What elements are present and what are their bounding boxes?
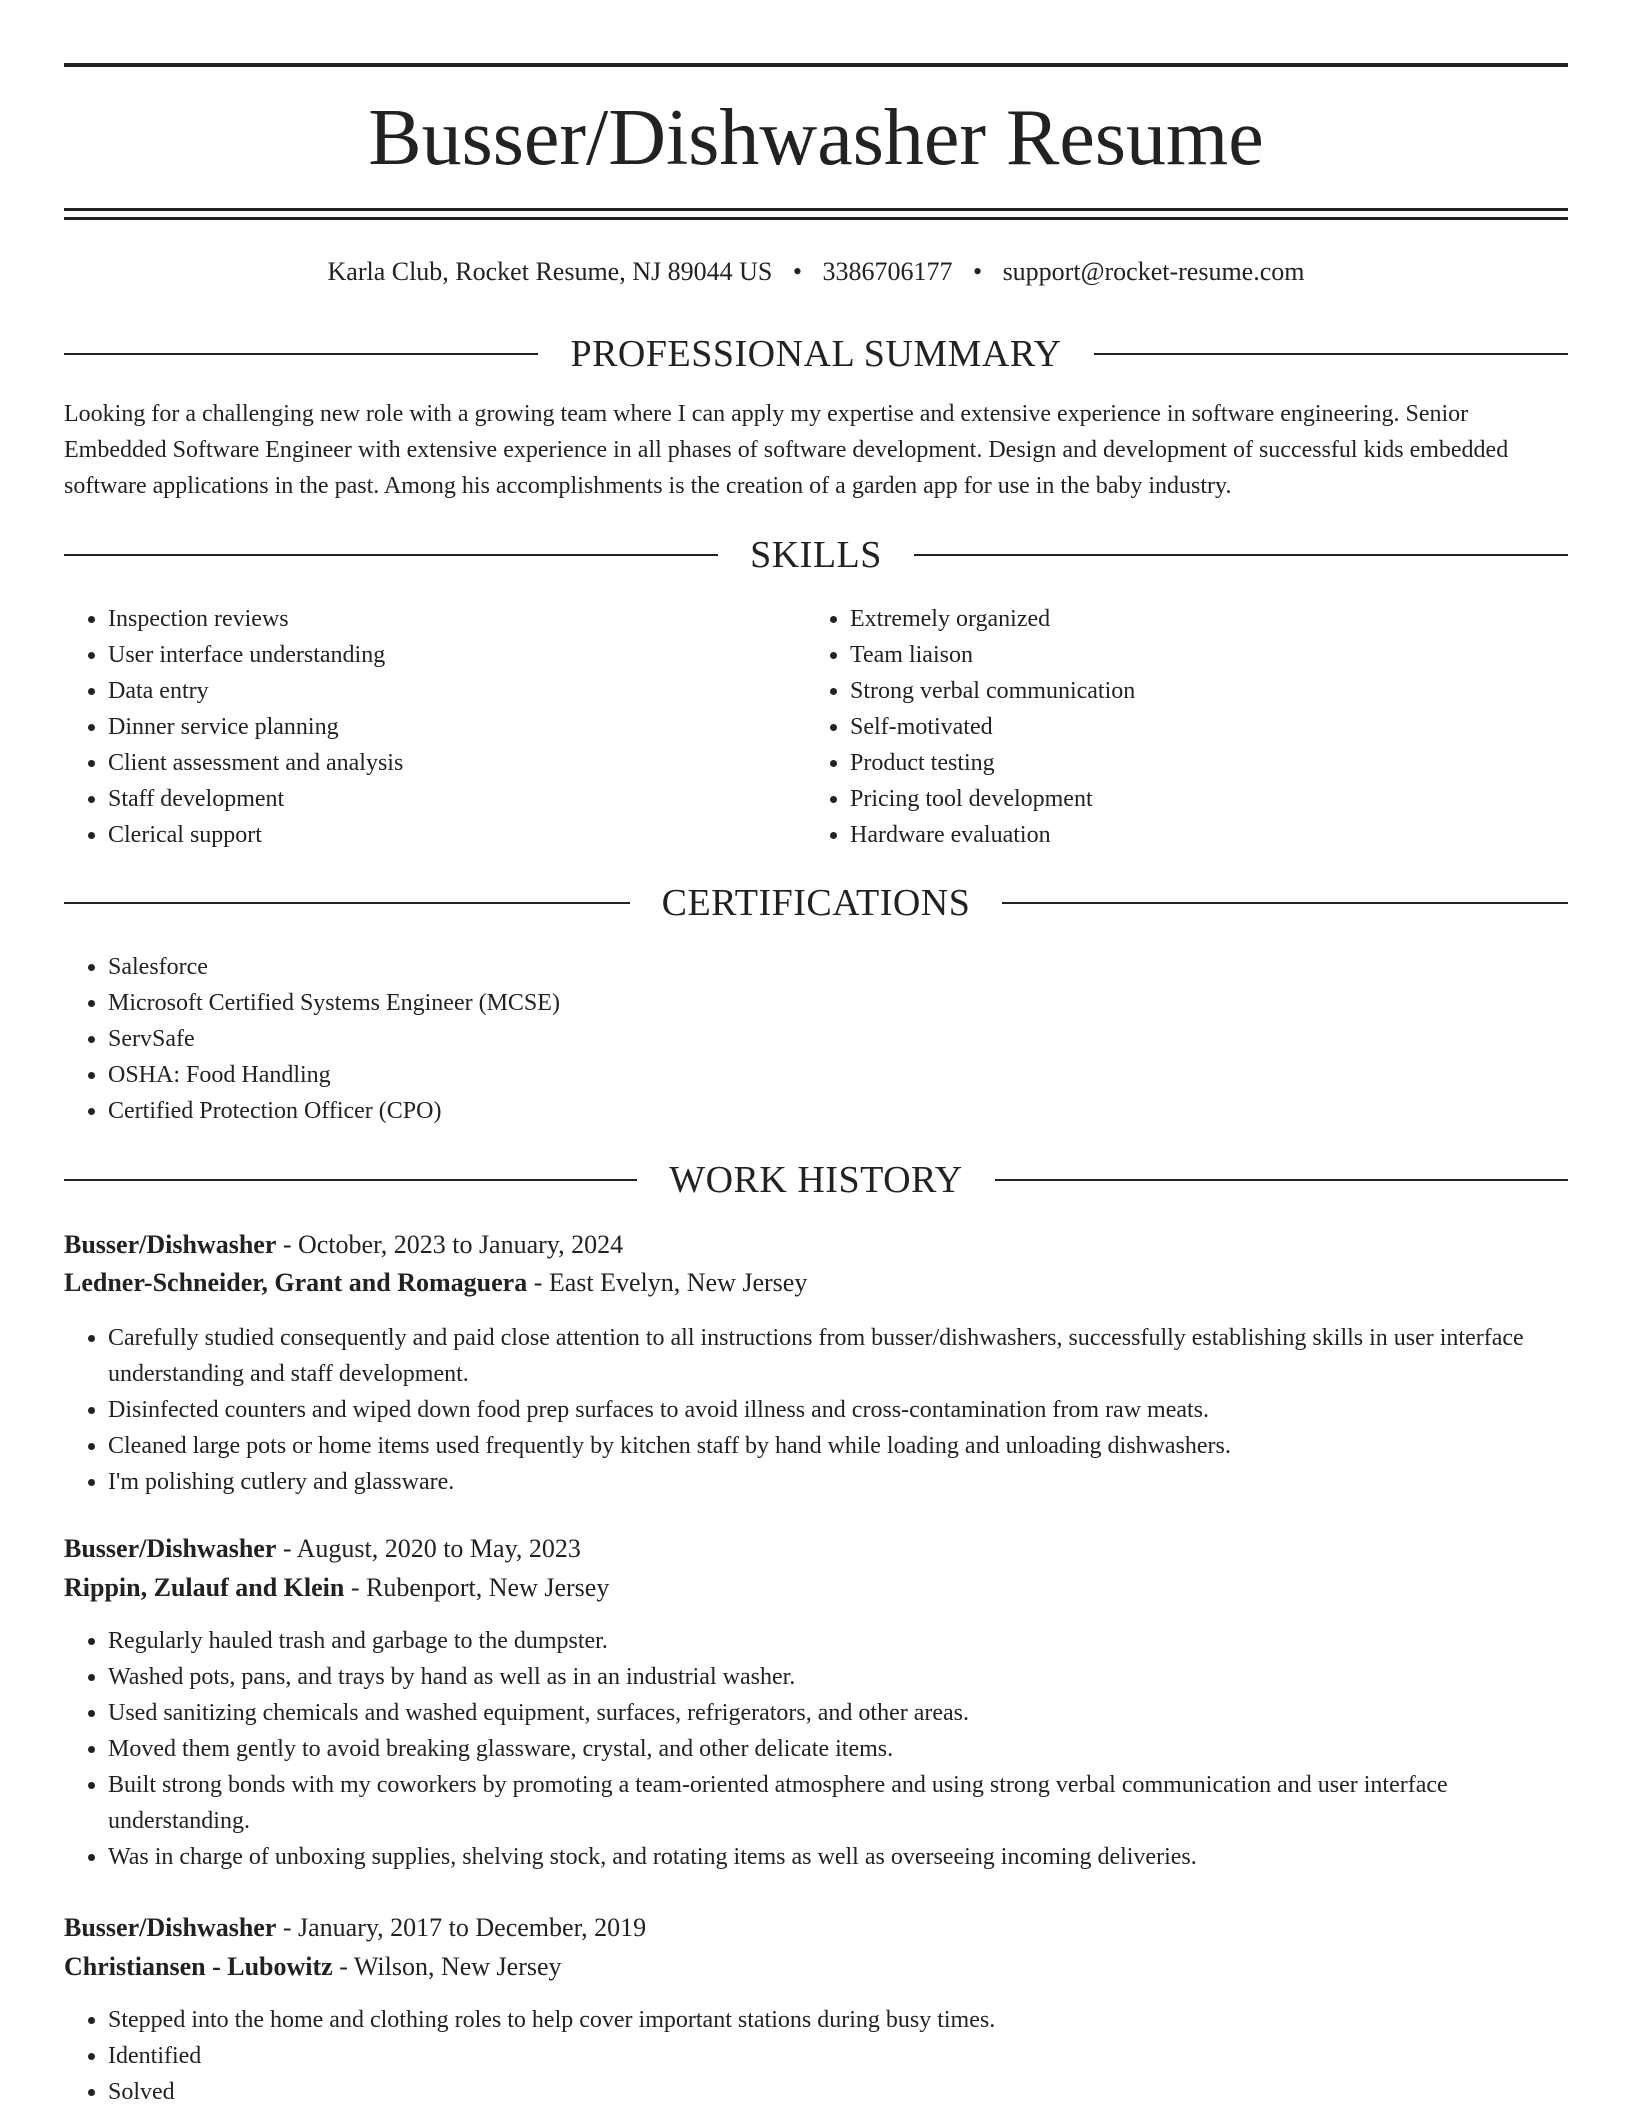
section-header-skills [64,533,1568,577]
job-bullet: • Cleaned large pots or home items used frequently by kitchen staff by hand while loading and unloading dishwashers. [108,1428,1568,1464]
section-rule [914,554,1568,556]
job-location: - East Evelyn, New Jersey [527,1268,808,1297]
top-rule [64,63,1568,67]
skills-list-left [64,601,808,853]
job-dates: - January, 2017 to December, 2019 [276,1913,647,1942]
job-title-line [64,1226,623,1264]
certification-item: • Microsoft Certified Systems Engineer (MCSE) [108,985,1608,1021]
section-header-certifications [64,881,1568,925]
job-bullet: • Washed pots, pans, and trays by hand as well as in an industrial washer. [108,1659,1568,1695]
section-title: PROFESSIONAL SUMMARY [570,333,1062,375]
job-role: Busser/Dishwasher [64,1913,277,1942]
job-bullet: • Built strong bonds with my coworkers by promoting a team-oriented atmosphere and using strong verbal communication and user interface understanding. [108,1767,1568,1839]
job-title-line [64,1909,646,1947]
skill-item: • Team liaison [850,637,1610,673]
skill-item: • User interface understanding [108,637,808,673]
job-role: Busser/Dishwasher [64,1230,277,1259]
section-rule [64,554,718,556]
certification-item: • ServSafe [108,1021,1608,1057]
job-bullets [64,2002,1568,2110]
skill-item: • Product testing [850,745,1610,781]
skill-item: • Dinner service planning [108,709,808,745]
certifications-list [64,949,1608,1129]
job-bullet: • Identified [108,2038,1568,2074]
contact-address: Karla Club, Rocket Resume, NJ 89044 US [327,257,773,286]
job-bullet: • I'm polishing cutlery and glassware. [108,1464,1568,1500]
job-role: Busser/Dishwasher [64,1534,277,1563]
skill-item: • Data entry [108,673,808,709]
job-bullets [64,1623,1568,1875]
section-rule [64,353,538,355]
certification-item: • OSHA: Food Handling [108,1057,1608,1093]
job-bullet: • Was in charge of unboxing supplies, shelving stock, and rotating items as well as overseeing incoming deliveries. [108,1839,1568,1875]
skill-item: • Staff development [108,781,808,817]
skill-item: • Client assessment and analysis [108,745,808,781]
section-header-summary [64,332,1568,376]
job-bullets [64,1320,1568,1500]
job-company-line [64,1264,807,1302]
section-rule [64,902,630,904]
job-company: Rippin, Zulauf and Klein [64,1573,345,1602]
section-header-work-history [64,1158,1568,1202]
contact-phone: 3386706177 [822,257,953,286]
job-company-line [64,1569,609,1607]
job-location: - Wilson, New Jersey [332,1952,562,1981]
job-bullet: • Stepped into the home and clothing roles to help cover important stations during busy times. [108,2002,1568,2038]
skill-item: • Inspection reviews [108,601,808,637]
section-rule [1002,902,1568,904]
resume-title: Busser/Dishwasher Resume [368,94,1264,182]
section-title: WORK HISTORY [669,1159,963,1201]
job-bullet: • Moved them gently to avoid breaking glassware, crystal, and other delicate items. [108,1731,1568,1767]
section-title: SKILLS [750,534,882,576]
job-bullet: • Carefully studied consequently and paid close attention to all instructions from busser/dishwashers, successfully establishing skills in user interface understanding and staff development. [108,1320,1568,1392]
certification-item: • Certified Protection Officer (CPO) [108,1093,1608,1129]
skills-list-right [806,601,1610,853]
job-bullet: • Regularly hauled trash and garbage to the dumpster. [108,1623,1568,1659]
section-rule [995,1179,1568,1181]
section-rule [1094,353,1568,355]
skill-item: • Pricing tool development [850,781,1610,817]
skill-item: • Self-motivated [850,709,1610,745]
skill-item: • Hardware evaluation [850,817,1610,853]
section-title: CERTIFICATIONS [661,882,971,924]
title-double-rule [64,208,1568,220]
job-company: Ledner-Schneider, Grant and Romaguera [64,1268,528,1297]
contact-separator: • [792,257,802,286]
skill-item: • Strong verbal communication [850,673,1610,709]
certification-item: • Salesforce [108,949,1608,985]
contact-separator: • [972,257,983,286]
job-company: Christiansen - Lubowitz [64,1952,333,1981]
skill-item: • Clerical support [108,817,808,853]
job-bullet: • Solved [108,2074,1568,2110]
job-bullet: • Used sanitizing chemicals and washed equipment, surfaces, refrigerators, and other areas. [108,1695,1568,1731]
skill-item: • Extremely organized [850,601,1610,637]
job-location: - Rubenport, New Jersey [344,1573,610,1602]
job-title-line [64,1530,581,1568]
job-bullet: • Disinfected counters and wiped down food prep surfaces to avoid illness and cross-contamination from raw meats. [108,1392,1568,1428]
summary-text: Looking for a challenging new role with a growing team where I can apply my expertise and extensive experience in software engineering. Senior Embedded Software Engineer with extensive experience in all phases of software development. Design and development of successful kids embedded software applications in the past. Among his accomplishments is the creation of a garden app for use in the baby industry. [64,401,1509,499]
contact-email: support@rocket-resume.com [1002,257,1305,286]
contact-line [64,254,1568,290]
section-rule [64,1179,637,1181]
job-dates: - October, 2023 to January, 2024 [276,1230,624,1259]
job-company-line [64,1948,562,1986]
job-dates: - August, 2020 to May, 2023 [276,1534,581,1563]
